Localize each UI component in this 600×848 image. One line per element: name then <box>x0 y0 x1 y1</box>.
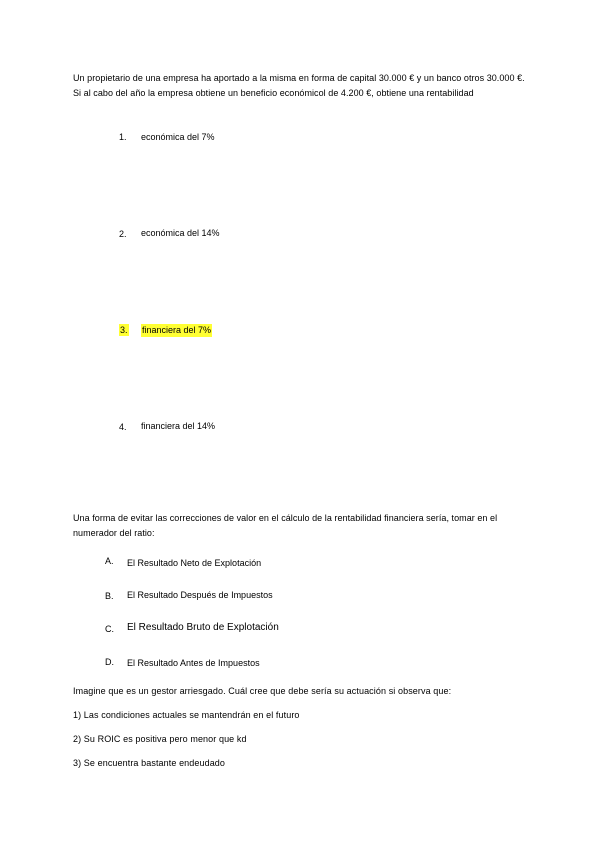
question2-option-c-text: El Resultado Bruto de Explotación <box>127 622 279 633</box>
question2-option-c-letter: C. <box>105 624 114 634</box>
question3-condition-2: 2) Su ROIC es positiva pero menor que kd <box>73 734 247 744</box>
question2-option-d-text: El Resultado Antes de Impuestos <box>127 658 260 668</box>
question1-intro: Un propietario de una empresa ha aportado a la misma en forma de capital 30.000 € y un banco otros 30.000 €. Si al cabo del año la empresa obtiene un beneficio económicol de 4.200 €, obtiene una rentabilidad <box>73 73 525 98</box>
question1-option3-number: 3. <box>120 325 128 335</box>
question1-option4-text: financiera del 14% <box>141 421 216 431</box>
question1-option4-number: 4. <box>119 422 127 432</box>
question3-condition-3: 3) Se encuentra bastante endeudado <box>73 758 226 768</box>
question3-intro: Imagine que es un gestor arriesgado. Cuál cree que debe sería su actuación si observa que: <box>73 686 452 696</box>
question1-option1-number: 1. <box>119 132 127 142</box>
question1-option2-number: 2. <box>119 229 127 239</box>
question2-option-a-letter: A. <box>105 556 114 566</box>
question1-option3-text: financiera del 7% <box>142 325 212 335</box>
question1-option1-text: económica del 7% <box>141 132 215 142</box>
question2-option-a-text: El Resultado Neto de Explotación <box>127 558 262 568</box>
question3-condition-1: 1) Las condiciones actuales se mantendrán en el futuro <box>73 710 300 720</box>
question1-option2-text: económica del 14% <box>141 228 220 238</box>
question2-option-b-text: El Resultado Después de Impuestos <box>127 590 273 600</box>
question2-intro: Una forma de evitar las correcciones de valor en el cálculo de la rentabilidad financiera sería, tomar en el numerador del ratio: <box>73 513 498 538</box>
question2-option-d-letter: D. <box>105 657 114 667</box>
question2-option-b-letter: B. <box>105 591 114 601</box>
